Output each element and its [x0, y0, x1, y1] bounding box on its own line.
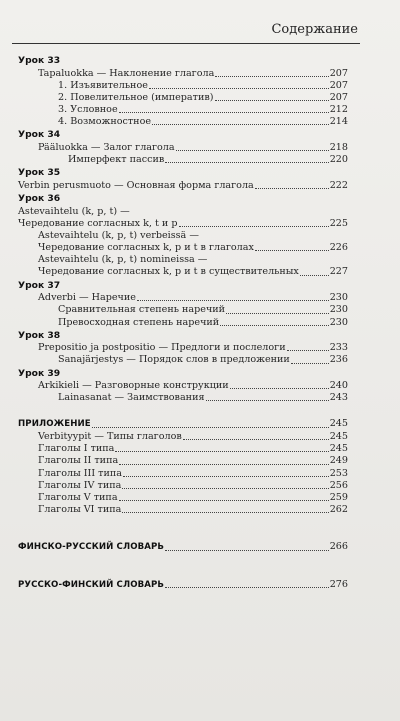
toc-page-number: 236	[329, 354, 348, 366]
dot-leader	[230, 388, 329, 389]
toc-page-number: 266	[329, 541, 348, 553]
toc-entry-text: Adverbi — Наречие	[38, 292, 136, 304]
toc-entry	[18, 180, 348, 192]
toc-page-number: 226	[329, 242, 348, 254]
toc-entry-text: Tapaluokka — Наклонение глагола	[38, 67, 215, 79]
toc-entry-text: Глаголы V типа	[38, 491, 118, 503]
toc-page-number: 207	[329, 79, 348, 91]
dot-leader	[176, 150, 329, 151]
toc-page-number: 256	[329, 479, 348, 491]
header-rule	[12, 43, 360, 44]
spacer	[18, 530, 348, 541]
toc-entry-text: Имперфект пассив	[68, 154, 165, 166]
dot-leader	[255, 188, 329, 189]
toc-page-number: 245	[329, 418, 348, 430]
toc-entry-text: Pääluokka — Залог глагола	[38, 141, 175, 153]
dot-leader	[215, 100, 329, 101]
toc-page-number: 230	[329, 316, 348, 328]
toc-page-number: 225	[329, 217, 348, 229]
table-of-contents	[18, 54, 348, 591]
toc-page-number: 245	[329, 430, 348, 442]
dot-leader	[122, 512, 328, 513]
toc-entry-first-line: Astevaihtelu (k, p, t) nomineissa —	[38, 254, 208, 266]
toc-entry	[18, 392, 348, 404]
toc-entry-text: 3. Условное	[58, 104, 118, 116]
lesson-heading: Урок 35	[18, 167, 61, 179]
dot-leader	[119, 112, 329, 113]
dot-leader	[152, 124, 329, 125]
lesson-heading: Урок 38	[18, 329, 61, 341]
toc-entry	[18, 480, 348, 492]
toc-entry-text: Глаголы II типа	[38, 455, 119, 467]
toc-entry-text: Сравнительная степень наречий	[58, 304, 226, 316]
dot-leader	[92, 427, 329, 428]
toc-entry	[18, 80, 348, 92]
toc-entry	[18, 218, 348, 230]
dot-leader	[220, 325, 328, 326]
dot-leader	[165, 550, 329, 551]
spacer	[18, 404, 348, 418]
toc-page-number: 240	[329, 380, 348, 392]
toc-entry-text: Prepositio ja postpositio — Предлоги и послелоги	[38, 342, 286, 354]
toc-entry	[18, 354, 348, 366]
toc-section	[18, 579, 348, 592]
toc-page-number: 243	[329, 392, 348, 404]
section-title: ФИНСКО-РУССКИЙ СЛОВАРЬ	[18, 542, 165, 553]
toc-entry-text: Verbin perusmuoto — Основная форма глагола	[18, 179, 254, 191]
toc-entry-text: Глаголы VI типа	[38, 504, 122, 516]
spacer	[18, 568, 348, 579]
dot-leader	[119, 500, 329, 501]
toc-entry-text: 1. Изъявительное	[58, 79, 148, 91]
dot-leader	[149, 88, 329, 89]
toc-entry	[18, 292, 348, 304]
toc-page-number: 230	[329, 304, 348, 316]
toc-entry	[18, 304, 348, 316]
toc-entry-text: Чередование согласных k, p и t в существительных	[38, 266, 299, 278]
toc-entry	[18, 104, 348, 116]
dot-leader	[122, 488, 328, 489]
dot-leader	[137, 300, 329, 301]
toc-entry-text: Чередование согласных k, p и t в глаголах	[38, 242, 254, 254]
toc-page-number: 207	[329, 91, 348, 103]
toc-section	[18, 541, 348, 554]
dot-leader	[226, 313, 329, 314]
dot-leader	[179, 226, 329, 227]
toc-entry-text: Превосходная степень наречий	[58, 316, 220, 328]
toc-entry-text: Чередование согласных k, t и p	[18, 217, 178, 229]
toc-entry	[18, 242, 348, 254]
lesson-heading: Урок 33	[18, 55, 61, 66]
toc-entry	[18, 342, 348, 354]
toc-entry	[18, 116, 348, 128]
toc-entry	[18, 142, 348, 154]
dot-leader	[291, 363, 329, 364]
toc-entry	[18, 431, 348, 443]
toc-entry-text: Глаголы IV типа	[38, 479, 122, 491]
toc-page-number: 245	[329, 443, 348, 455]
dot-leader	[255, 250, 329, 251]
toc-entry	[18, 504, 348, 516]
toc-page-number: 262	[329, 504, 348, 516]
toc-entry-text: Глаголы III типа	[38, 467, 122, 479]
toc-entry-text: 2. Повелительное (императив)	[58, 91, 214, 103]
section-title: ПРИЛОЖЕНИЕ	[18, 419, 91, 430]
toc-entry	[18, 317, 348, 329]
toc-page-number: 220	[329, 154, 348, 166]
toc-entry-text: 4. Возможностное	[58, 116, 152, 128]
spacer	[18, 554, 348, 568]
toc-section	[18, 418, 348, 431]
toc-page-number: 222	[329, 179, 348, 191]
toc-page-number: 214	[329, 116, 348, 128]
toc-page-number: 253	[329, 467, 348, 479]
toc-entry	[18, 380, 348, 392]
dot-leader	[215, 76, 328, 77]
toc-page-number: 230	[329, 292, 348, 304]
toc-page-number: 227	[329, 266, 348, 278]
toc-page-number: 218	[329, 141, 348, 153]
toc-entry	[18, 266, 348, 278]
toc-entry	[18, 443, 348, 455]
toc-entry	[18, 92, 348, 104]
toc-page-number: 212	[329, 104, 348, 116]
lesson-heading: Урок 36	[18, 193, 61, 204]
lesson-heading: Урок 37	[18, 279, 61, 291]
lesson-heading: Урок 39	[18, 367, 61, 379]
lesson-heading: Урок 34	[18, 129, 61, 141]
toc-entry	[18, 492, 348, 504]
dot-leader	[206, 400, 329, 401]
toc-entry-first-line: Astevaihtelu (k, p, t) —	[18, 205, 130, 217]
toc-page-number: 233	[329, 342, 348, 354]
toc-entry-text: Verbityypit — Типы глаголов	[38, 430, 182, 442]
toc-page-number: 276	[329, 578, 348, 590]
dot-leader	[123, 476, 329, 477]
dot-leader	[165, 587, 329, 588]
dot-leader	[287, 350, 329, 351]
toc-entry-text: Lainasanat — Заимствования	[58, 392, 205, 404]
toc-entry-first-line: Astevaihtelu (k, p, t) verbeissä —	[38, 229, 199, 241]
dot-leader	[165, 162, 328, 163]
toc-entry	[18, 455, 348, 467]
toc-entry-text: Sanajärjestys — Порядок слов в предложении	[58, 354, 290, 366]
dot-leader	[183, 439, 329, 440]
toc-entry-text: Глаголы I типа	[38, 443, 115, 455]
spacer	[18, 516, 348, 530]
running-header: Содержание	[271, 22, 358, 37]
toc-page-number: 249	[329, 455, 348, 467]
toc-page-number: 207	[329, 67, 348, 79]
toc-entry	[18, 154, 348, 166]
toc-page-number: 259	[329, 491, 348, 503]
toc-entry	[18, 468, 348, 480]
dot-leader	[119, 464, 328, 465]
toc-entry-text: Arkikieli — Разговорные конструкции	[38, 380, 229, 392]
dot-leader	[300, 275, 329, 276]
section-title: РУССКО-ФИНСКИЙ СЛОВАРЬ	[18, 579, 165, 590]
toc-entry	[18, 68, 348, 80]
dot-leader	[115, 451, 328, 452]
